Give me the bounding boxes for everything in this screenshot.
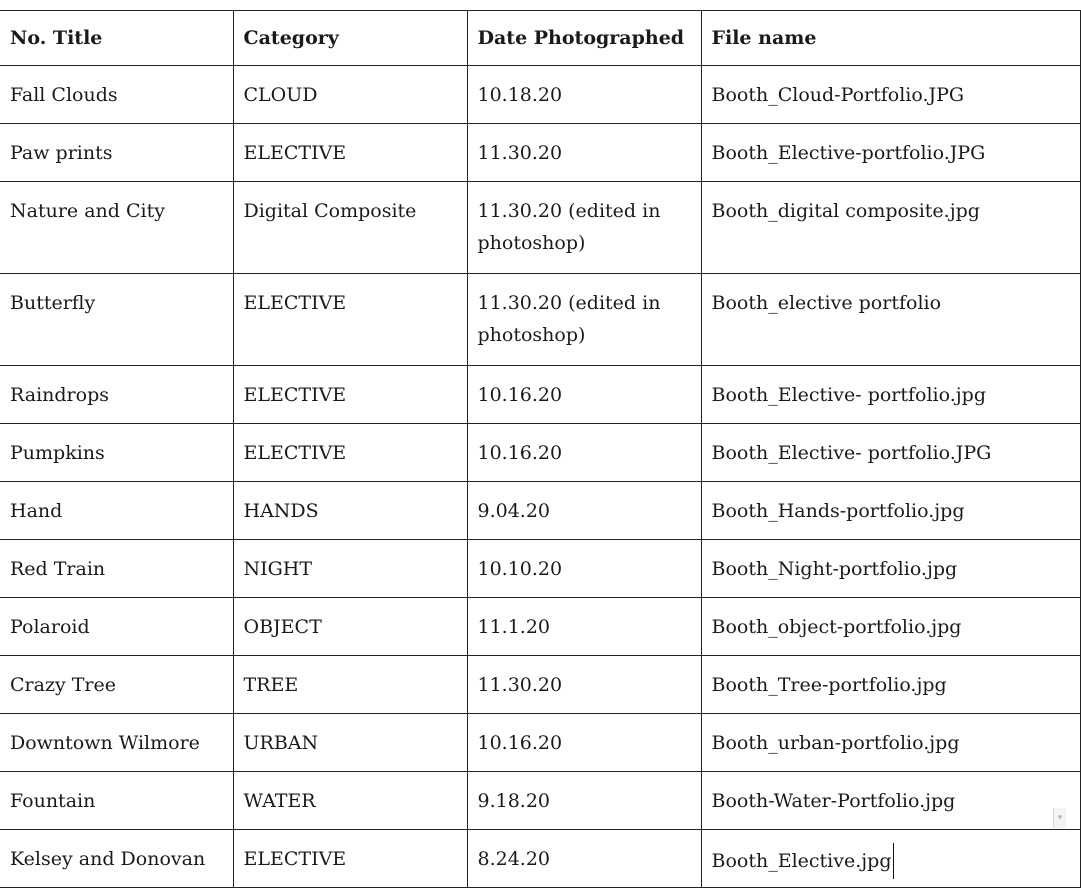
cell-category[interactable]: ELECTIVE	[233, 830, 467, 888]
cell-file-name[interactable]: Booth_urban-portfolio.jpg	[701, 714, 1080, 772]
header-file-name[interactable]: File name	[701, 11, 1080, 66]
table-row	[0, 714, 1080, 772]
cell-date[interactable]: 11.30.20 (edited in photoshop)	[467, 274, 701, 366]
cell-title[interactable]: Paw prints	[0, 124, 233, 182]
cell-title[interactable]: Red Train	[0, 540, 233, 598]
header-title[interactable]: No. Title	[0, 11, 233, 66]
table-header-row	[0, 11, 1080, 66]
cell-category[interactable]: WATER	[233, 772, 467, 830]
cell-file-name[interactable]: Booth_object-portfolio.jpg	[701, 598, 1080, 656]
cell-category[interactable]: HANDS	[233, 482, 467, 540]
cell-date[interactable]: 9.04.20	[467, 482, 701, 540]
cell-date[interactable]: 11.30.20	[467, 656, 701, 714]
table-row	[0, 656, 1080, 714]
cell-date[interactable]: 10.16.20	[467, 366, 701, 424]
cell-category[interactable]: CLOUD	[233, 66, 467, 124]
cell-title[interactable]: Downtown Wilmore	[0, 714, 233, 772]
cell-date[interactable]: 11.30.20	[467, 124, 701, 182]
cell-file-name[interactable]: Booth-Water-Portfolio.jpg	[701, 772, 1080, 830]
cell-title[interactable]: Polaroid	[0, 598, 233, 656]
cell-title[interactable]: Fall Clouds	[0, 66, 233, 124]
cell-file-name[interactable]: Booth_Cloud-Portfolio.JPG	[701, 66, 1080, 124]
cell-title[interactable]: Nature and City	[0, 182, 233, 274]
cell-title[interactable]: Crazy Tree	[0, 656, 233, 714]
cell-date[interactable]: 11.1.20	[467, 598, 701, 656]
cell-file-name-text: Booth_Elective.jpg	[711, 850, 892, 872]
cell-title[interactable]: Pumpkins	[0, 424, 233, 482]
cell-date[interactable]: 10.18.20	[467, 66, 701, 124]
cell-category[interactable]: OBJECT	[233, 598, 467, 656]
cell-category[interactable]: NIGHT	[233, 540, 467, 598]
header-category[interactable]: Category	[233, 11, 467, 66]
table-row	[0, 424, 1080, 482]
table-row	[0, 598, 1080, 656]
cell-file-name[interactable]: Booth_Tree-portfolio.jpg	[701, 656, 1080, 714]
table-row	[0, 482, 1080, 540]
table-row	[0, 124, 1080, 182]
cell-file-name[interactable]: Booth_Elective- portfolio.JPG	[701, 424, 1080, 482]
table-row	[0, 772, 1080, 830]
table-row	[0, 66, 1080, 124]
table-row	[0, 366, 1080, 424]
scroll-down-icon[interactable]: ▾	[1053, 808, 1066, 828]
cell-date[interactable]: 10.16.20	[467, 714, 701, 772]
cell-category[interactable]: Digital Composite	[233, 182, 467, 274]
table-row	[0, 540, 1080, 598]
cell-date[interactable]: 10.10.20	[467, 540, 701, 598]
cell-file-name[interactable]	[701, 830, 1080, 888]
cell-title[interactable]: Raindrops	[0, 366, 233, 424]
cell-category[interactable]: TREE	[233, 656, 467, 714]
cell-category[interactable]: URBAN	[233, 714, 467, 772]
cell-date[interactable]: 8.24.20	[467, 830, 701, 888]
cell-category[interactable]: ELECTIVE	[233, 424, 467, 482]
cell-date[interactable]: 11.30.20 (edited in photoshop)	[467, 182, 701, 274]
cell-date[interactable]: 9.18.20	[467, 772, 701, 830]
cell-file-name[interactable]: Booth_digital composite.jpg	[701, 182, 1080, 274]
cell-date[interactable]: 10.16.20	[467, 424, 701, 482]
cell-file-name[interactable]: Booth_Hands-portfolio.jpg	[701, 482, 1080, 540]
cell-file-name[interactable]: Booth_Elective- portfolio.jpg	[701, 366, 1080, 424]
cell-category[interactable]: ELECTIVE	[233, 274, 467, 366]
cell-category[interactable]: ELECTIVE	[233, 124, 467, 182]
table-row	[0, 274, 1080, 366]
cell-file-name[interactable]: Booth_elective portfolio	[701, 274, 1080, 366]
cell-title[interactable]: Fountain	[0, 772, 233, 830]
table-row	[0, 830, 1080, 888]
cell-title[interactable]: Kelsey and Donovan	[0, 830, 233, 888]
cell-title[interactable]: Butterfly	[0, 274, 233, 366]
cell-category[interactable]: ELECTIVE	[233, 366, 467, 424]
photo-portfolio-table	[0, 10, 1081, 888]
text-cursor	[893, 843, 895, 879]
table-row	[0, 182, 1080, 274]
header-date-photographed[interactable]: Date Photographed	[467, 11, 701, 66]
cell-file-name[interactable]: Booth_Night-portfolio.jpg	[701, 540, 1080, 598]
cell-file-name[interactable]: Booth_Elective-portfolio.JPG	[701, 124, 1080, 182]
cell-title[interactable]: Hand	[0, 482, 233, 540]
